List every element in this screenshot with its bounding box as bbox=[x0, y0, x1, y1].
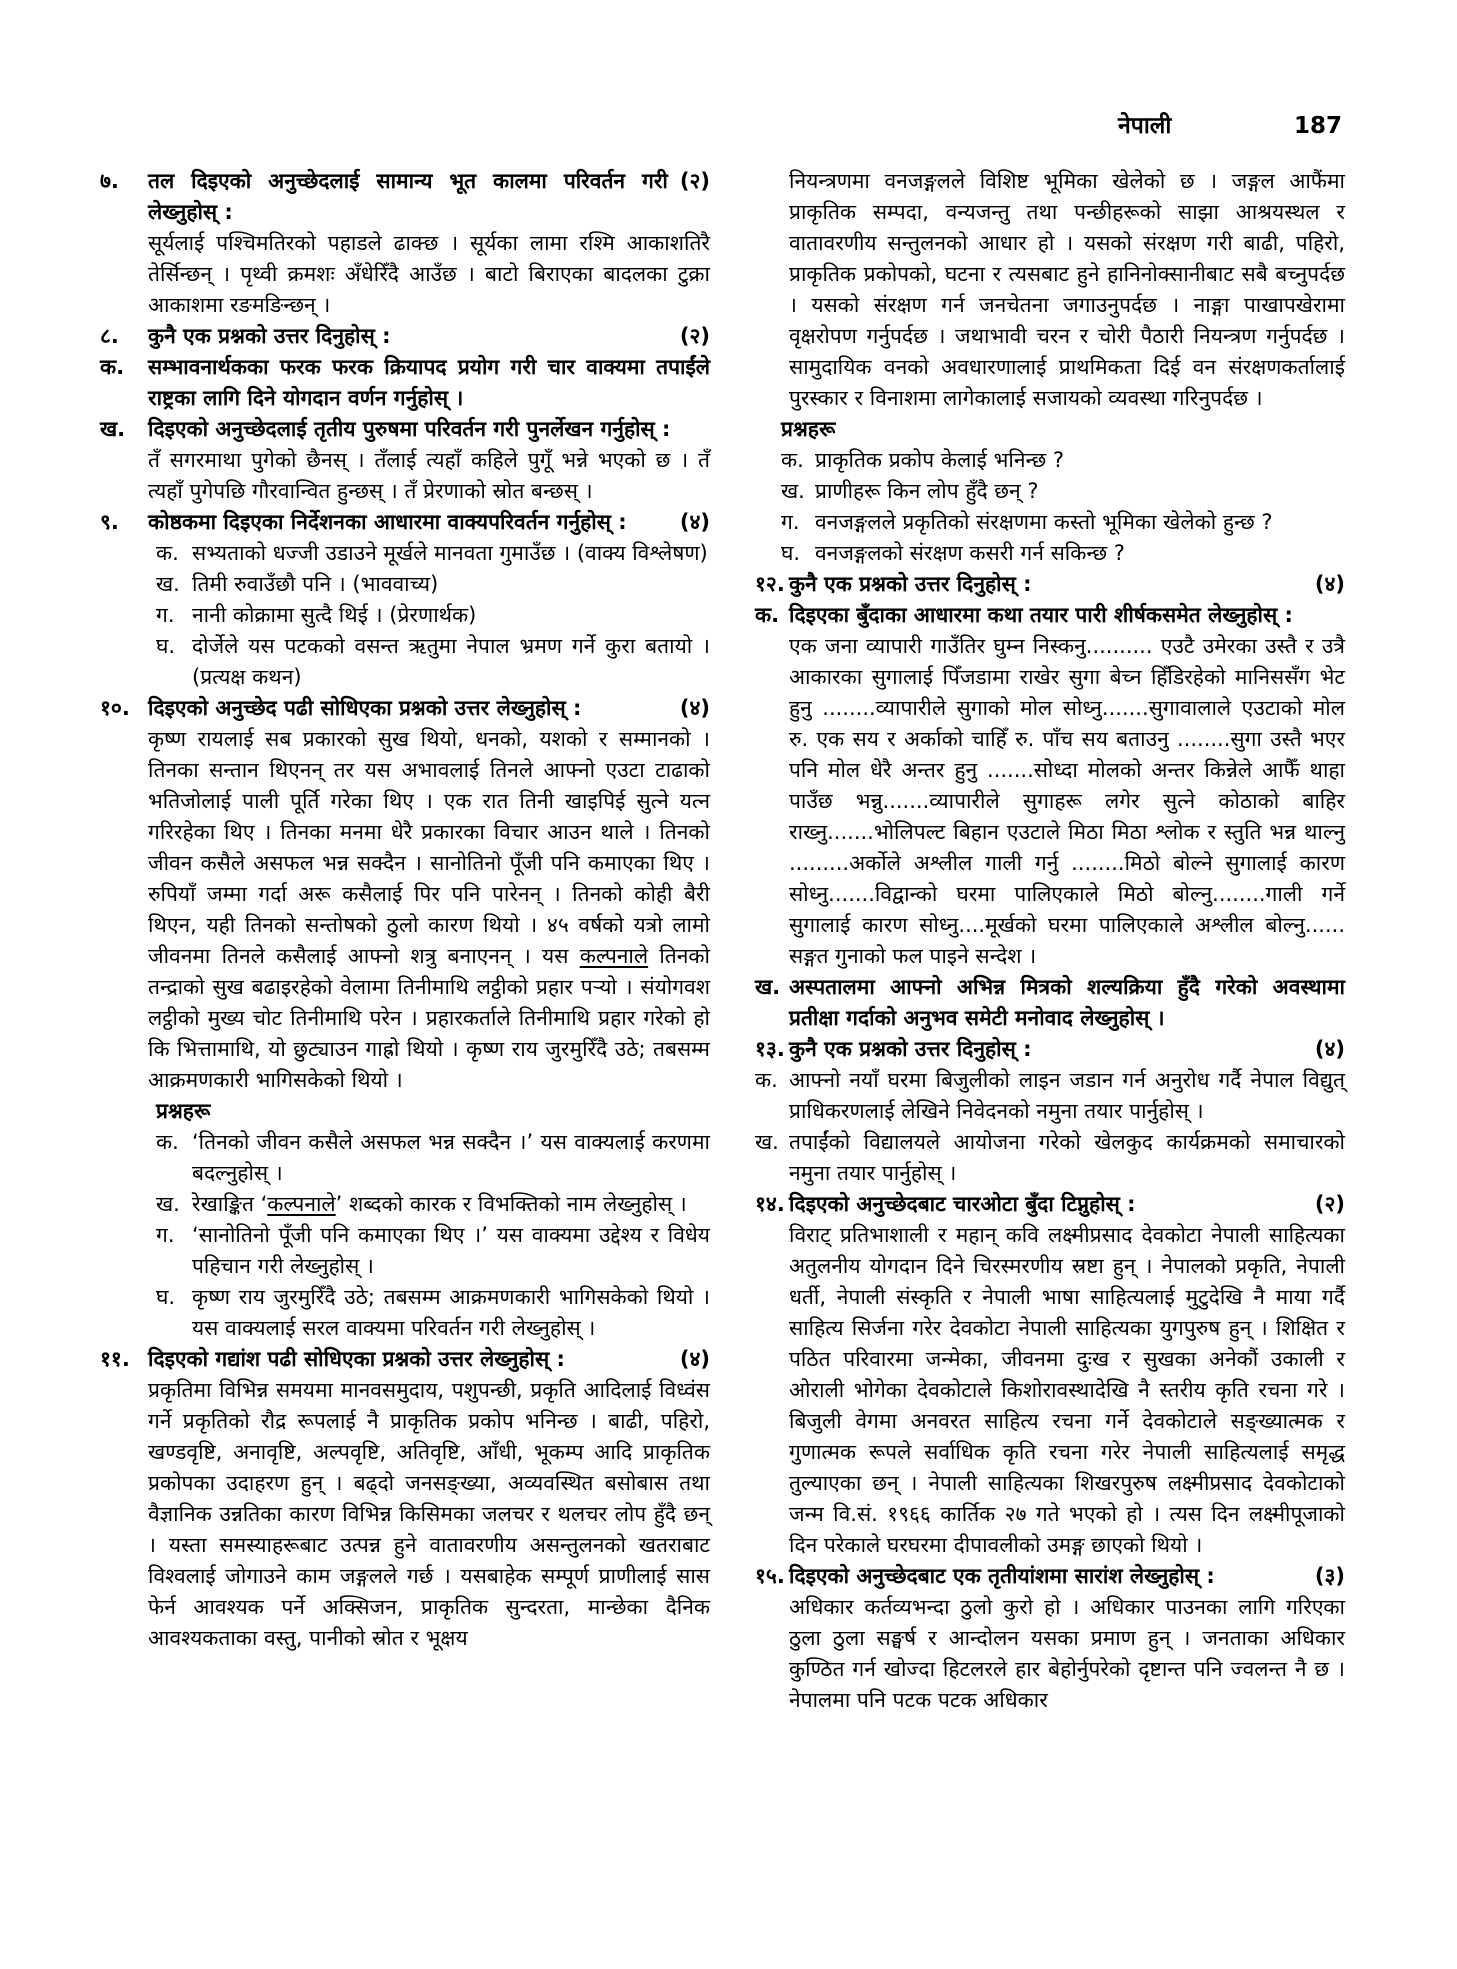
sub-text: वनजङ्गलको संरक्षण कसरी गर्न सकिन्छ ? bbox=[815, 541, 1125, 565]
page-content bbox=[100, 166, 1345, 1716]
question-13-sub-ka bbox=[755, 1065, 1345, 1127]
sub-text: वनजङ्गलले प्रकृतिको संरक्षणमा कस्तो भूमिका खेलेको हुन्छ ? bbox=[815, 510, 1273, 534]
sub-text: नानी कोक्रामा सुत्दै थिई । (प्रेरणार्थक) bbox=[192, 603, 477, 627]
questions-list-title: प्रश्नहरू bbox=[156, 1099, 211, 1123]
question-10-q-ka bbox=[156, 1127, 710, 1189]
question-number: १२. bbox=[755, 572, 785, 596]
passage-text: कृष्ण रायलाई सब प्रकारको सुख थियो, धनको, यशको र सम्मानको । तिनका सन्तान थिएनन् तर यस अभावलाई तिनले आफ्नो एउटा टाढाको भतिजोलाई पाली पूर्ति गरेका थिए । एक रात तिनी खाइपिई सुत्ने यत्न गरिरहेका थिए । तिनका मनमा धेरै प्रकारका विचार आउन थाले । तिनको जीवन कसैले असफल भन्न सक्दैन । सानोतिनो पूँजी पनि कमाएका थिए । रुपियाँ जम्मा गर्दा अरू कसैलाई पिर पनि पारेनन् । तिनको कोही बैरी थिएन, यही तिनको सन्तोषको ठुलो कारण थियो । ४५ वर्षको यत्रो लामो जीवनमा तिनले कसैलाई आफ्नो शत्रु बनाएनन् । यस bbox=[148, 727, 710, 968]
question-number: ११. bbox=[100, 1347, 130, 1371]
sub-label: ख. bbox=[156, 1192, 180, 1216]
question-13-sub-kha bbox=[755, 1127, 1345, 1189]
sub-label: ख. bbox=[156, 572, 180, 596]
question-number: ९. bbox=[100, 510, 119, 534]
question-10-q-gha bbox=[156, 1282, 710, 1344]
question-13-heading bbox=[755, 1034, 1345, 1065]
question-marks: (३) bbox=[1314, 1564, 1345, 1588]
question-number: १३. bbox=[755, 1037, 785, 1061]
option-text: अस्पतालमा आफ्नो अभिन्न मित्रको शल्यक्रिया हुँदै गरेको अवस्थामा प्रतीक्षा गर्दाको अनुभव समेटी मनोवाद लेख्नुहोस् । bbox=[789, 975, 1345, 1030]
question-7-passage: सूर्यलाई पश्चिमतिरको पहाडले ढाक्छ । सूर्यका लामा रश्मि आकाशतिरै तेर्सिन्छन् । पृथ्वी क्रमशः अँधेरिँदै आउँछ । बाटो बिराएका बादलका टुक्रा आकाशमा रङमङिन्छन् । bbox=[148, 231, 710, 317]
question-marks: (४) bbox=[1314, 1037, 1345, 1061]
question-title: कोष्ठकमा दिइएका निर्देशनका आधारमा वाक्यपरिवर्तन गर्नुहोस् : bbox=[148, 510, 627, 534]
passage-text: तिनको तन्द्राको सुख बढाइरहेको वेलामा तिनीमाथि लट्ठीको प्रहार पऱ्यो । संयोगवश लट्ठीको मुख्य चोट तिनीमाथि परेन । प्रहारकर्ताले तिनीमाथि प्रहार गरेको हो कि भित्तामाथि, यो छुट्याउन गाह्रो थियो । कृष्ण राय जुरमुरिँदै उठे; तबसम्म आक्रमणकारी भागिसकेको थियो । bbox=[148, 944, 710, 1092]
sub-label: ख. bbox=[781, 479, 805, 503]
sub-label: ख. bbox=[755, 1130, 779, 1154]
question-11-passage-part2: नियन्त्रणमा वनजङ्गलले विशिष्ट भूमिका खेलेको छ । जङ्गल आफैंमा प्राकृतिक सम्पदा, वन्यजन्तु तथा पन्छीहरूको साझा आश्रयस्थल र वातावरणीय सन्तुलनको आधार हो । यसको संरक्षण गरी बाढी, पहिरो, प्राकृतिक प्रकोपको, घटना र त्यसबाट हुने हानिनोक्सानीबाट सबै बच्नुपर्दछ । यसको संरक्षण गर्न जनचेतना जगाउनुपर्दछ । नाङ्गा पाखापखेरामा वृक्षरोपण गर्नुपर्दछ । जथाभावी चरन र चोरी पैठारी नियन्त्रण गर्नुपर्दछ । सामुदायिक वनको अवधारणालाई प्राथमिकता दिई वन संरक्षणकर्तालाई पुरस्कार र विनाशमा लागेकालाई सजायको व्यवस्था गरिनुपर्दछ । bbox=[789, 169, 1345, 410]
sub-label: ग. bbox=[156, 603, 175, 627]
sub-text: तिमी रुवाउँछौ पनि । (भाववाच्य) bbox=[192, 572, 439, 596]
sub-text-part: रेखाङ्कित ‘ bbox=[192, 1192, 268, 1216]
sub-label: क. bbox=[755, 1068, 778, 1092]
question-title: कुनै एक प्रश्नको उत्तर दिनुहोस् : bbox=[789, 572, 1032, 596]
sub-label: क. bbox=[156, 541, 179, 565]
question-7-heading bbox=[100, 166, 710, 228]
question-number: १४. bbox=[755, 1192, 785, 1216]
question-title: दिइएको गद्यांश पढी सोधिएका प्रश्नको उत्तर लेख्नुहोस् : bbox=[148, 1347, 565, 1371]
right-column bbox=[755, 166, 1345, 1716]
question-12-option-ka bbox=[755, 600, 1345, 631]
sub-text: दोर्जेले यस पटकको वसन्त ऋतुमा नेपाल भ्रमण गर्ने कुरा बतायो । (प्रत्यक्ष कथन) bbox=[192, 634, 710, 689]
question-11-q-ka bbox=[781, 445, 1345, 476]
sub-text: तपाईंको विद्यालयले आयोजना गरेको खेलकुद कार्यक्रमको समाचारको नमुना तयार पार्नुहोस् । bbox=[789, 1130, 1345, 1185]
question-number: ८. bbox=[100, 324, 119, 348]
sub-text bbox=[192, 1189, 710, 1220]
option-label: ख. bbox=[100, 417, 126, 441]
question-15-passage: अधिकार कर्तव्यभन्दा ठुलो कुरो हो । अधिकार पाउनका लागि गरिएका ठुला ठुला सङ्घर्ष र आन्दोलन यसका प्रमाण हुन् । जनताका अधिकार कुण्ठित गर्न खोज्दा हिटलरले हार बेहोर्नुपरेको दृष्टान्त पनि ज्वलन्त नै छ । नेपालमा पनि पटक पटक अधिकार bbox=[789, 1595, 1345, 1712]
sub-label: ग. bbox=[156, 1223, 175, 1247]
question-11-heading bbox=[100, 1344, 710, 1375]
question-12-story-outline: एक जना व्यापारी गाउँतिर घुम्न निस्कनु.......... एउटै उमेरका उस्तै र उत्रै आकारका सुगालाई पिँजडामा राखेर सुगा बेच्न हिँडिरहेको मानिससँग भेट हुनु ........व्यापारीले सुगाको मोल सोध्नु.......सुगावालाले एउटाको मोल रु. एक सय र अर्काको चाहिँ रु. पाँच सय बताउनु ........सुगा उस्तै भएर पनि मोल धेरै अन्तर हुनु .......सोध्दा मोलको अन्तर किन्नेले आफैँ थाहा पाउँछ भन्नु.......व्यापारीले सुगाहरू लगेर सुत्ने कोठाको बाहिर राख्नु.......भोलिपल्ट बिहान एउटाले मिठा मिठा श्लोक र स्तुति भन्न थाल्नु .........अर्कोले अश्लील गाली गर्नु ........मिठो बोल्ने सुगालाई कारण सोध्नु.......विद्वान्को घरमा पालिएकाले मिठो बोल्नु........गाली गर्ने सुगालाई कारण सोध्नु....मूर्खको घरमा पालिएकाले अश्लील बोल्नु...... सङ्गत गुनाको फल पाइने सन्देश । bbox=[789, 634, 1345, 968]
question-number: १५. bbox=[755, 1564, 785, 1588]
question-10-heading bbox=[100, 693, 710, 724]
question-9-heading bbox=[100, 507, 710, 538]
question-title: दिइएको अनुच्छेदबाट एक तृतीयांशमा सारांश लेख्नुहोस् : bbox=[789, 1564, 1215, 1588]
question-14-passage: विराट् प्रतिभाशाली र महान् कवि लक्ष्मीप्रसाद देवकोटा नेपाली साहित्यका अतुलनीय योगदान दिने चिरस्मरणीय स्रष्टा हुन् । नेपालको प्रकृति, नेपाली धर्ती, नेपाली संस्कृति र नेपाली भाषा साहित्यलाई मुटुदेखि नै माया गर्दै साहित्य सिर्जना गरेर देवकोटा नेपाली साहित्यका युगपुरुष हुन् । शिक्षित र पठित परिवारमा जन्मेका, जीवनमा दुःख र सुखका अनेकौं उकाली र ओराली भोगेका देवकोटाले किशोरावस्थादेखि नै स्तरीय कृति रचना गरे । बिजुली वेगमा अनवरत साहित्य रचना गर्ने देवकोटाले सङ्ख्यात्मक र गुणात्मक रूपले सर्वाधिक कृति रचना गरेर नेपाली साहित्यलाई समृद्ध तुल्याएका छन् । नेपाली साहित्यका शिखरपुरुष लक्ष्मीप्रसाद देवकोटाको जन्म वि.सं. १९६६ कार्तिक २७ गते भएको हो । त्यस दिन लक्ष्मीपूजाको दिन परेकाले घरघरमा दीपावलीको उमङ्ग छाएको थियो । bbox=[789, 1223, 1345, 1557]
sub-text: कृष्ण राय जुरमुरिँदै उठे; तबसम्म आक्रमणकारी भागिसकेको थियो । यस वाक्यलाई सरल वाक्यमा परिवर्तन गरी लेख्नुहोस् । bbox=[192, 1285, 710, 1340]
question-8-passage: तँ सगरमाथा पुगेको छैनस् । तँलाई त्यहाँ कहिले पुगूँ भन्ने भएको छ । तँ त्यहाँ पुगेपछि गौरवान्वित हुन्छस् । तँ प्रेरणाको स्रोत बन्छस् । bbox=[148, 448, 710, 503]
option-label: क. bbox=[100, 355, 125, 379]
sub-text: प्राणीहरू किन लोप हुँदै छन् ? bbox=[815, 479, 1039, 503]
question-9-sub-ga bbox=[156, 600, 710, 631]
question-title: कुनै एक प्रश्नको उत्तर दिनुहोस् : bbox=[148, 324, 391, 348]
question-10-passage bbox=[148, 724, 710, 1096]
question-12-option-kha bbox=[755, 972, 1345, 1034]
sub-text: सभ्यताको धज्जी उडाउने मूर्खले मानवता गुमाउँछ । (वाक्य विश्लेषण) bbox=[192, 541, 708, 565]
question-8-option-kha bbox=[100, 414, 710, 445]
left-column bbox=[100, 166, 710, 1716]
question-9-sub-kha bbox=[156, 569, 710, 600]
question-12-heading bbox=[755, 569, 1345, 600]
question-title: तल दिइएको अनुच्छेदलाई सामान्य भूत कालमा परिवर्तन गरी लेख्नुहोस् : bbox=[148, 169, 668, 224]
question-11-q-gha bbox=[781, 538, 1345, 569]
sub-text: ‘तिनको जीवन कसैले असफल भन्न सक्दैन ।’ यस वाक्यलाई करणमा बदल्नुहोस् । bbox=[192, 1130, 710, 1185]
option-text: सम्भावनार्थकका फरक फरक क्रियापद प्रयोग गरी चार वाक्यमा तपाईंले राष्ट्रका लागि दिने योगदान वर्णन गर्नुहोस् । bbox=[148, 355, 710, 410]
question-marks: (४) bbox=[679, 510, 710, 534]
sub-text: प्राकृतिक प्रकोप केलाई भनिन्छ ? bbox=[815, 448, 1065, 472]
question-number: ७. bbox=[100, 169, 119, 193]
question-14-heading bbox=[755, 1189, 1345, 1220]
underlined-word: कल्पनाले bbox=[579, 944, 649, 968]
question-marks: (४) bbox=[679, 696, 710, 720]
question-11-q-ga bbox=[781, 507, 1345, 538]
question-9-sub-ka bbox=[156, 538, 710, 569]
header-subject: नेपाली bbox=[1118, 113, 1172, 139]
sub-label: घ. bbox=[781, 541, 801, 565]
question-marks: (४) bbox=[1314, 572, 1345, 596]
question-title: दिइएको अनुच्छेद पढी सोधिएका प्रश्नको उत्तर लेख्नुहोस् : bbox=[148, 696, 582, 720]
option-text: दिइएको अनुच्छेदलाई तृतीय पुरुषमा परिवर्तन गरी पुनर्लेखन गर्नुहोस् : bbox=[148, 417, 671, 441]
question-title: कुनै एक प्रश्नको उत्तर दिनुहोस् : bbox=[789, 1037, 1032, 1061]
question-10-q-kha bbox=[156, 1189, 710, 1220]
sub-text: ‘सानोतिनो पूँजी पनि कमाएका थिए ।’ यस वाक्यमा उद्देश्य र विधेय पहिचान गरी लेख्नुहोस् । bbox=[192, 1223, 710, 1278]
underlined-word: कल्पनाले bbox=[267, 1192, 336, 1216]
question-number: १०. bbox=[100, 696, 130, 720]
question-marks: (२) bbox=[679, 169, 710, 193]
question-9-sub-gha bbox=[156, 631, 710, 693]
question-15-heading bbox=[755, 1561, 1345, 1592]
question-marks: (२) bbox=[679, 324, 710, 348]
question-marks: (२) bbox=[1314, 1192, 1345, 1216]
sub-label: क. bbox=[156, 1130, 179, 1154]
option-label: क. bbox=[755, 603, 780, 627]
sub-text-part: ’ शब्दको कारक र विभक्तिको नाम लेख्नुहोस् । bbox=[335, 1192, 687, 1216]
sub-label: घ. bbox=[156, 634, 176, 658]
sub-text: आफ्नो नयाँ घरमा बिजुलीको लाइन जडान गर्न अनुरोध गर्दै नेपाल विद्युत् प्राधिकरणलाई लेखिने निवेदनको नमुना तयार पार्नुहोस् । bbox=[789, 1068, 1345, 1123]
question-11-q-kha bbox=[781, 476, 1345, 507]
page-header bbox=[1118, 108, 1342, 140]
question-8-heading bbox=[100, 321, 710, 352]
option-text: दिइएका बुँदाका आधारमा कथा तयार पारी शीर्षकसमेत लेख्नुहोस् : bbox=[789, 603, 1293, 627]
sub-label: घ. bbox=[156, 1285, 176, 1309]
question-marks: (४) bbox=[679, 1347, 710, 1371]
question-10-q-ga bbox=[156, 1220, 710, 1282]
header-page-number: 187 bbox=[1293, 113, 1342, 139]
sub-label: क. bbox=[781, 448, 804, 472]
questions-list-title: प्रश्नहरू bbox=[781, 417, 836, 441]
question-11-passage-part1: प्रकृतिमा विभिन्न समयमा मानवसमुदाय, पशुपन्छी, प्रकृति आदिलाई विध्वंस गर्ने प्रकृतिको रौद्र रूपलाई नै प्राकृतिक प्रकोप भनिन्छ । बाढी, पहिरो, खण्डवृष्टि, अनावृष्टि, अल्पवृष्टि, अतिवृष्टि, आँधी, भूकम्प आदि प्राकृतिक प्रकोपका उदाहरण हुन् । बढ्दो जनसङ्ख्या, अव्यवस्थित बसोबास तथा वैज्ञानिक उन्नतिका कारण विभिन्न किसिमका जलचर र थलचर लोप हुँदै छन् । यस्ता समस्याहरूबाट उत्पन्न हुने वातावरणीय असन्तुलनको खतराबाट विश्वलाई जोगाउने काम जङ्गलले गर्छ । यसबाहेक सम्पूर्ण प्राणीलाई सास फेर्न आवश्यक पर्ने अक्सिजन, प्राकृतिक सुन्दरता, मान्छेका दैनिक आवश्यकताका वस्तु, पानीको स्रोत र भूक्षय bbox=[148, 1378, 710, 1650]
sub-label: ग. bbox=[781, 510, 800, 534]
option-label: ख. bbox=[755, 975, 781, 999]
question-8-option-ka bbox=[100, 352, 710, 414]
question-title: दिइएको अनुच्छेदबाट चारओटा बुँदा टिप्नुहोस् : bbox=[789, 1192, 1136, 1216]
